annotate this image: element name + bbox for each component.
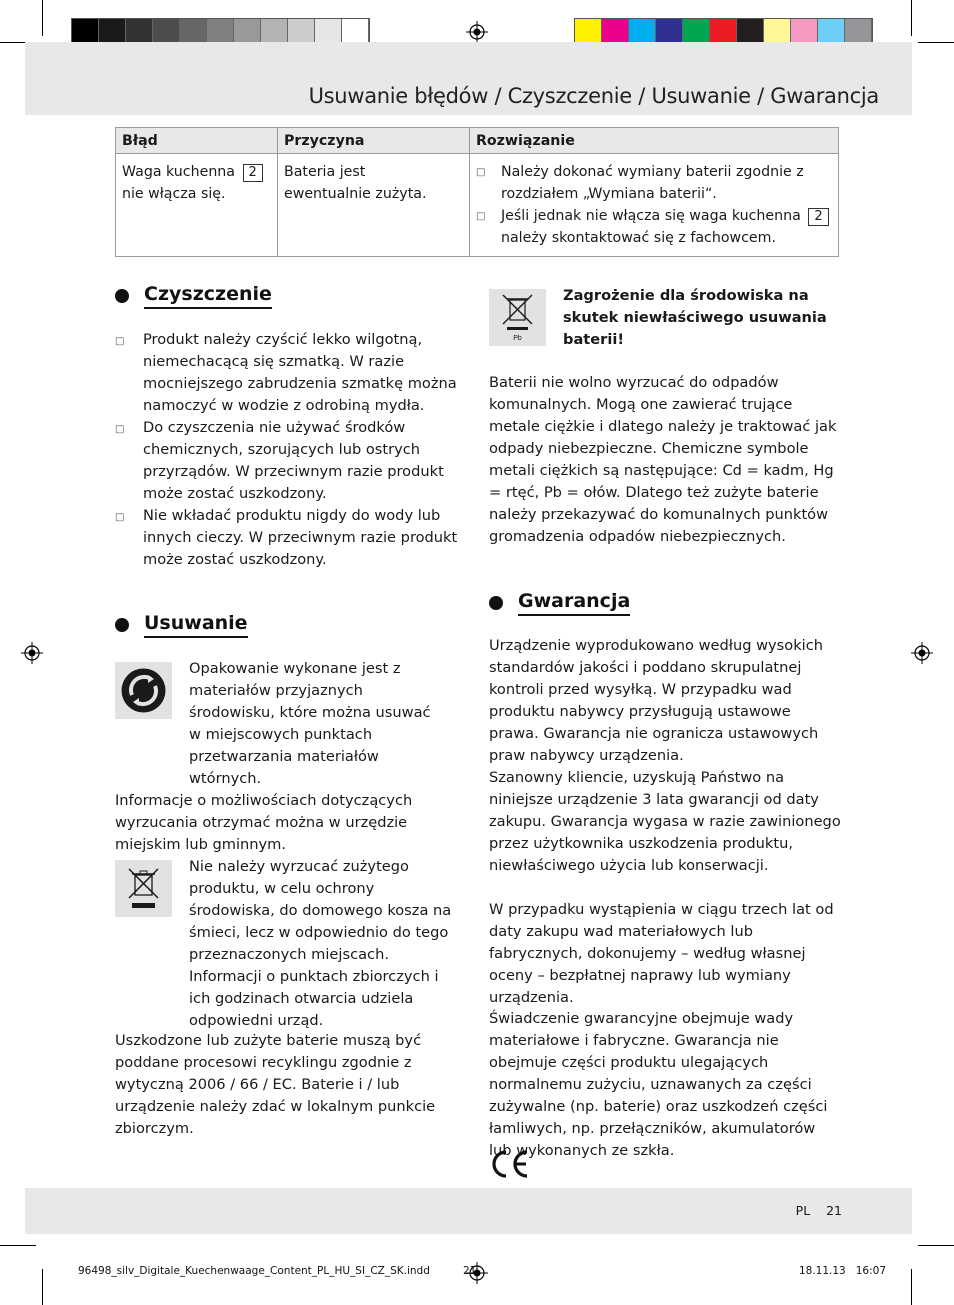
checkbox-bullet-icon: □ bbox=[476, 211, 486, 222]
cause-text: Bateria jest ewentualnie zużyta. bbox=[284, 164, 427, 202]
slug-file-name: 96498_silv_Digitale_Kuechenwaage_Content_PL_HU_SI_CZ_SK.indd bbox=[78, 1265, 430, 1277]
warranty-paragraph: Świadczenie gwarancyjne obejmuje wady materiałowe i fabryczne. Gwarancja nie obejmuje części produktu ulegających normalnemu zużyciu, uznawanych za części zużywalne (np. baterie) oraz uszkodzeń części łamliwych, np. przełączników, akumulatorów lub wykonanych ze szkła. bbox=[489, 1010, 828, 1159]
crop-mark bbox=[918, 42, 954, 43]
warranty-paragraph: Szanowny kliencie, uzyskują Państwo na niniejsze urządzenie 3 lata gwarancji od daty zakupu. Gwarancja wygasa w razie zawinionego przez użytkownika uszkodzenia produktu, niewłaściwego użycia lub konserwacji. bbox=[489, 769, 841, 874]
warranty-paragraph: W przypadku wystąpienia w ciągu trzech lat od daty zakupu wad materiałowych lub fabrycznych, dokonujemy – według własnej oceny – bezpłatnej naprawy lub wymiany urządzenia. bbox=[489, 901, 834, 1006]
page-title: Usuwanie błędów / Czyszczenie / Usuwanie / Gwarancja bbox=[308, 84, 879, 108]
part-number-badge: 2 bbox=[808, 208, 828, 226]
slug-page: 21 bbox=[463, 1265, 477, 1277]
troubleshooting-table bbox=[115, 127, 839, 257]
environment-warning: Zagrożenie dla środowiska na skutek niewłaściwego usuwania baterii! bbox=[563, 287, 827, 348]
battery-recycling-text: Uszkodzone lub zużyte baterie muszą być poddane procesowi recyklingu zgodnie z wytyczną 2006 / 66 / EC. Baterie i / lub urządzenie należy zdać w lokalnym punkcie zbiorczym. bbox=[115, 1032, 436, 1137]
error-text: Waga kuchenna bbox=[122, 164, 235, 180]
solution-text: Należy dokonać wymiany baterii zgodnie z rozdziałem „Wymiana baterii“. bbox=[501, 164, 804, 202]
ce-mark-icon bbox=[489, 1147, 531, 1181]
registration-mark-icon bbox=[21, 642, 43, 664]
section-heading-disposal: Usuwanie bbox=[115, 612, 248, 638]
bullet-dot-icon bbox=[489, 596, 503, 610]
table-header-row bbox=[116, 128, 839, 154]
cause-cell bbox=[278, 154, 470, 257]
crop-mark bbox=[911, 1269, 912, 1305]
disposal-info-text: Informacje o możliwościach dotyczących wyrzucania otrzymać można w urzędzie miejskim lub gminnym. bbox=[115, 792, 413, 853]
solution-text: Jeśli jednak nie włącza się waga kuchenna bbox=[501, 208, 801, 224]
footer-band bbox=[25, 1188, 912, 1234]
slug-date: 18.11.13 16:07 bbox=[798, 1265, 886, 1277]
page-number: PL 21 bbox=[795, 1203, 842, 1218]
packaging-text: Opakowanie wykonane jest z materiałów przyjaznych środowisku, które można usuwać w miejscowych punktach przetwarzania materiałów wtórnych. bbox=[189, 660, 431, 787]
bullet-dot-icon bbox=[115, 618, 129, 632]
solution-text: należy skontaktować się z fachowcem. bbox=[501, 230, 776, 246]
column-header-solution: Rozwiązanie bbox=[470, 128, 839, 154]
crop-mark bbox=[918, 1245, 954, 1246]
checkbox-bullet-icon: □ bbox=[115, 424, 125, 435]
crop-mark bbox=[911, 0, 912, 36]
solution-cell bbox=[470, 154, 839, 257]
crop-mark bbox=[0, 1245, 36, 1246]
crop-mark bbox=[42, 0, 43, 36]
registration-mark-icon bbox=[466, 21, 488, 43]
checkbox-bullet-icon: □ bbox=[115, 512, 125, 523]
bullet-dot-icon bbox=[115, 289, 129, 303]
section-heading-warranty: Gwarancja bbox=[489, 590, 630, 616]
registration-mark-icon bbox=[911, 642, 933, 664]
error-cell bbox=[116, 154, 278, 257]
crossed-bin-icon bbox=[115, 860, 172, 917]
battery-bin-pb-icon bbox=[489, 289, 546, 346]
checkbox-bullet-icon: □ bbox=[476, 167, 486, 178]
checkbox-bullet-icon: □ bbox=[115, 336, 125, 347]
column-header-error: Błąd bbox=[116, 128, 278, 154]
green-dot-recycling-icon bbox=[115, 662, 172, 719]
part-number-badge: 2 bbox=[243, 164, 263, 182]
solution-item bbox=[476, 205, 832, 249]
bin-disposal-text: Nie należy wyrzucać zużytego produktu, w celu ochrony środowiska, do domowego kosza na śmieci, lecz w odpowiednio do tego przeznaczonych miejscach. Informacji o punktach zbiorczych i ich godzinach otwarcia udziela odpowiedni urząd. bbox=[189, 858, 452, 1029]
crop-mark bbox=[42, 1269, 43, 1305]
list-item: □ Produkt należy czyścić lekko wilgotną, niemechacącą się szmatką. W razie mocniejszego zabrudzenia szmatkę można namoczyć w wodzie z odrobiną mydła. bbox=[115, 329, 460, 417]
list-item: □ Nie wkładać produktu nigdy do wody lub innych cieczy. W przeciwnym razie produkt może zostać uszkodzony. bbox=[115, 505, 460, 571]
solution-item bbox=[476, 161, 832, 205]
list-item: □ Do czyszczenia nie używać środków chemicznych, szorujących lub ostrych przyrządów. W przeciwnym razie produkt może zostać uszkodzony. bbox=[115, 417, 460, 505]
column-header-cause: Przyczyna bbox=[278, 128, 470, 154]
section-heading-cleaning: Czyszczenie bbox=[115, 283, 272, 309]
environment-text: Baterii nie wolno wyrzucać do odpadów komunalnych. Mogą one zawierać trujące metale ciężkie i dlatego należy je traktować jak odpady niebezpieczne. Chemiczne symbole metali ciężkich są następujące: Cd = kadm, Hg = rtęć, Pb = ołów. Dlatego też zużyte baterie należy przekazywać do komunalnych punktów gromadzenia odpadów niebezpiecznych. bbox=[489, 374, 837, 545]
error-text: nie włącza się. bbox=[122, 186, 226, 202]
pb-label: Pb bbox=[513, 335, 522, 342]
warranty-paragraph: Urządzenie wyprodukowano według wysokich standardów jakości i poddano skrupulatnej kontroli przed wysyłką. W przypadku wad produktu nabywcy przysługują ustawowe prawa. Gwarancja nie ogranicza ustawowych praw nabywcy urządzenia. bbox=[489, 637, 823, 764]
cleaning-list bbox=[115, 329, 460, 571]
table-row bbox=[116, 154, 839, 257]
